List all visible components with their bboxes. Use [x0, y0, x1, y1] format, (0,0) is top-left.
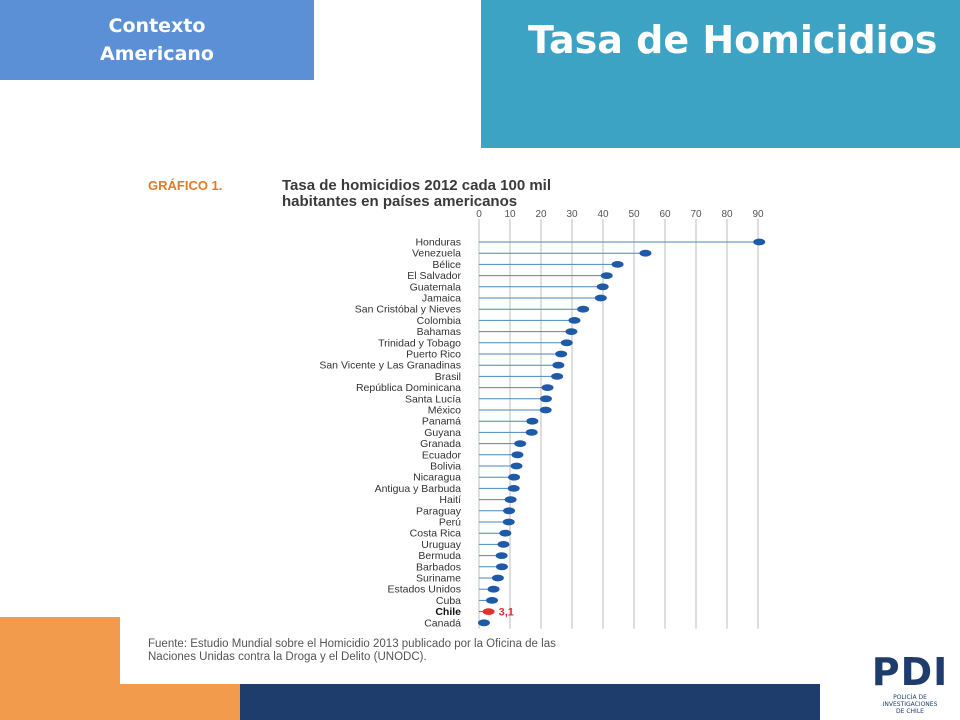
chart-rows: [319, 237, 765, 630]
chart-row: [439, 494, 516, 506]
category-label: Bermuda: [418, 550, 461, 563]
category-label: Cuba: [435, 594, 461, 607]
x-tick-label: 80: [721, 209, 733, 220]
category-label: Bolivia: [430, 460, 461, 473]
data-point: [492, 575, 504, 582]
chart-row: [416, 505, 515, 517]
data-point: [497, 541, 509, 548]
data-point: [499, 530, 511, 537]
category-label: Costa Rica: [409, 527, 461, 540]
data-point: [526, 429, 538, 436]
chart-row: [412, 248, 652, 260]
chart-row: [406, 349, 567, 361]
category-label: Haití: [439, 494, 461, 507]
chart-row: [375, 483, 520, 495]
data-point: [595, 295, 607, 302]
source-line1: Fuente: Estudio Mundial sobre el Homicidio 2013 publicado por la Oficina de las: [148, 638, 556, 650]
chart-row: [378, 337, 573, 349]
data-point: [483, 608, 495, 615]
data-point: [508, 485, 520, 492]
data-point: [486, 597, 498, 604]
category-label: Estados Unidos: [387, 583, 461, 596]
homicide-rate-chart: [120, 150, 820, 684]
category-label: San Vicente y Las Granadinas: [319, 359, 461, 372]
pdi-logo-subtitle-1: POLICÍA DE INVESTIGACIONES: [882, 694, 938, 708]
data-point: [552, 362, 564, 369]
category-label: Brasil: [434, 370, 461, 383]
chart-row: [428, 405, 552, 417]
pdi-logo: [870, 650, 950, 716]
data-point: [478, 619, 490, 626]
data-label: 3,1: [498, 606, 514, 619]
chart-row: [432, 259, 623, 271]
x-axis-ticks: [476, 209, 764, 220]
category-label: República Dominicana: [355, 382, 461, 395]
category-label: México: [427, 404, 461, 417]
chart-row: [424, 427, 537, 439]
chart-row: [422, 293, 607, 305]
chart-row: [356, 382, 554, 394]
category-label: Uruguay: [421, 538, 461, 551]
data-point: [551, 373, 563, 380]
data-point: [514, 440, 526, 447]
chart-title-line2: habitantes en países americanos: [282, 193, 518, 210]
data-point: [597, 283, 609, 290]
x-tick-label: 30: [566, 209, 578, 220]
x-tick-label: 40: [597, 209, 609, 220]
chart-row: [430, 461, 522, 473]
chart-row: [410, 528, 512, 540]
chart-row: [422, 449, 524, 461]
chart-row: [355, 304, 589, 316]
section-tab-line1: Contexto: [108, 15, 206, 37]
category-label: Suriname: [416, 572, 461, 585]
data-point: [568, 317, 580, 324]
source-line2: Naciones Unidas contra la Droga y el Delito (UNODC).: [148, 651, 427, 663]
x-tick-label: 70: [690, 209, 702, 220]
x-tick-label: 90: [752, 209, 764, 220]
category-label: Puerto Rico: [406, 348, 461, 361]
data-point: [503, 507, 515, 514]
data-point: [526, 418, 538, 425]
category-label: Perú: [438, 516, 461, 529]
category-label: Honduras: [415, 236, 461, 249]
data-point: [505, 496, 517, 503]
data-point: [639, 250, 651, 257]
pdi-logo-mark: PDI: [871, 650, 949, 694]
chart-row: [416, 573, 504, 585]
chart-row: [421, 539, 509, 551]
category-label: Ecuador: [421, 449, 461, 462]
x-tick-label: 20: [535, 209, 547, 220]
category-label: El Salvador: [407, 270, 461, 283]
navy-footer-bar: [240, 684, 820, 720]
data-point: [496, 563, 508, 570]
category-label: Venezuela: [411, 247, 461, 260]
data-point: [753, 239, 765, 246]
chart-row: [387, 584, 499, 596]
category-label: Trinidad y Tobago: [378, 337, 461, 350]
chart-row: [436, 595, 498, 607]
category-label: Granada: [420, 438, 461, 451]
chart-row: [435, 371, 563, 383]
chart-row: [416, 561, 508, 573]
category-label: Canadá: [424, 617, 461, 630]
category-label: Antigua y Barbuda: [374, 482, 461, 495]
chart-row: [415, 237, 765, 249]
chart-row: [439, 517, 515, 529]
data-point: [612, 261, 624, 268]
slide-title: Tasa de Homicidios: [528, 18, 938, 62]
chart-row: [424, 617, 490, 629]
section-tab: [0, 0, 314, 80]
category-label: Bahamas: [416, 326, 461, 339]
data-point: [496, 552, 508, 559]
data-point: [511, 463, 523, 470]
category-label: Bélice: [432, 258, 461, 271]
x-tick-label: 60: [659, 209, 671, 220]
chart-row: [410, 281, 609, 293]
data-point: [511, 451, 523, 458]
chart-row: [413, 472, 520, 484]
chart-row: [319, 360, 564, 372]
section-tab-line2: Americano: [100, 43, 214, 65]
category-label: Colombia: [416, 314, 461, 327]
category-label: Panamá: [421, 415, 461, 428]
category-label: Barbados: [416, 561, 461, 574]
data-point: [565, 328, 577, 335]
data-point: [508, 474, 520, 481]
category-label: San Cristóbal y Nieves: [354, 303, 461, 316]
category-label: Paraguay: [416, 505, 461, 518]
category-label: Guyana: [424, 426, 461, 439]
category-label: Nicaragua: [413, 471, 461, 484]
chart-grid: [479, 219, 758, 629]
chart-row: [417, 326, 578, 338]
x-tick-label: 0: [476, 209, 482, 220]
pdi-logo-subtitle-2: DE CHILE: [896, 708, 924, 715]
chart-row: [417, 315, 581, 327]
data-point: [577, 306, 589, 313]
category-label: Santa Lucía: [404, 393, 461, 406]
figure-label: GRÁFICO 1.: [148, 178, 223, 193]
data-point: [542, 384, 554, 391]
chart-row: [422, 416, 538, 428]
category-label: Chile: [435, 606, 461, 619]
data-point: [555, 351, 567, 358]
data-point: [488, 586, 500, 593]
data-point: [503, 519, 515, 526]
category-label: Guatemala: [409, 281, 461, 294]
category-label: Jamaica: [421, 292, 461, 305]
chart-row: [418, 550, 507, 562]
data-point: [601, 272, 613, 279]
data-point: [540, 407, 552, 414]
data-point: [561, 339, 573, 346]
chart-title-line1: Tasa de homicidios 2012 cada 100 mil: [282, 177, 552, 194]
x-tick-label: 10: [504, 209, 516, 220]
x-tick-label: 50: [628, 209, 640, 220]
data-point: [540, 395, 552, 402]
